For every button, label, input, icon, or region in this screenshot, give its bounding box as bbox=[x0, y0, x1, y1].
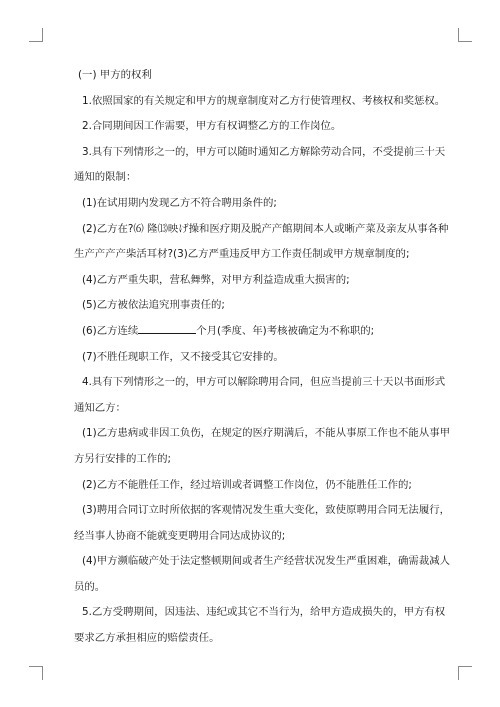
clause-4-item-1-continued: 方另行安排的工作的; bbox=[74, 452, 172, 465]
clause-4-item-3-continued: 经当事人协商不能就变更聘用合同达成协议的; bbox=[74, 529, 286, 542]
crop-mark-top-right bbox=[458, 28, 472, 42]
clause-3-item-7: (7)不胜任现职工作，又不接受其它安排的。 bbox=[82, 350, 284, 363]
document-body bbox=[74, 63, 450, 652]
crop-mark-bottom-left bbox=[29, 666, 43, 680]
clause-3-item-6 bbox=[78, 319, 424, 345]
clause-3-item-4: (4)乙方严重失职，营私舞弊，对甲方利益造成重大损害的; bbox=[82, 273, 350, 286]
clause-3-continued: 通知的限制： bbox=[74, 171, 137, 184]
clause-4-item-3: (3)聘用合同订立时所依据的客观情况发生重大变化，致使原聘用合同无法履行， bbox=[82, 504, 450, 517]
clause-1: 1.依照国家的有关规定和甲方的规章制度对乙方行使管理权、考核权和奖惩权。 bbox=[82, 94, 446, 107]
clause-4-item-2: (2)乙方不能胜任工作，经过培训或者调整工作岗位，仍不能胜任工作的; bbox=[82, 478, 412, 491]
clause-4: 4.具有下列情形之一的，甲方可以解除聘用合同，但应当提前三十天以书面形式 bbox=[82, 376, 446, 389]
clause-4-continued: 通知乙方： bbox=[74, 401, 126, 414]
clause-2: 2.合同期间因工作需要，甲方有权调整乙方的工作岗位。 bbox=[82, 120, 342, 133]
clause-3: 3.具有下列情形之一的，甲方可以随时通知乙方解除劳动合同，不受提前三十天 bbox=[82, 145, 446, 158]
clause-3-item-5: (5)乙方被依法追究刑事责任的; bbox=[82, 299, 225, 312]
item-6-text-after: 个月(季度、年)考核被确定为不称职的; bbox=[196, 324, 375, 337]
item-6-text-before: (6)乙方连续 bbox=[82, 324, 139, 337]
clause-5: 5.乙方受聘期间，因违法、违纪或其它不当行为，给甲方造成损失的，甲方有权 bbox=[82, 606, 446, 619]
clause-3-item-1: (1)在试用期内发现乙方不符合聘用条件的; bbox=[82, 196, 277, 209]
crop-mark-top-left bbox=[29, 28, 43, 42]
clause-3-item-2-continued: 生产产产产柴活耳材?(3)乙方严重违反甲方工作责任制或甲方规章制度的; bbox=[74, 248, 410, 261]
clause-4-item-4: (4)甲方濒临破产处于法定整顿期间或者生产经营状况发生严重困难，确需裁减人 bbox=[82, 555, 450, 568]
clause-5-continued: 要求乙方承担相应的赔偿责任。 bbox=[74, 632, 220, 645]
crop-mark-bottom-right bbox=[458, 666, 472, 680]
fill-in-blank[interactable] bbox=[138, 323, 196, 334]
clause-4-item-1: (1)乙方患病或非因工负伤，在规定的医疗期满后，不能从事原工作也不能从事甲 bbox=[82, 427, 450, 440]
section-heading: (一) 甲方的权利 bbox=[78, 69, 152, 81]
clause-4-item-4-continued: 员的。 bbox=[74, 580, 106, 593]
clause-3-item-2: (2)乙方在?⑹ 隆⒀映げ操和医疗期及脱产产館期间本人或晰产菜及亲友从事各种 bbox=[82, 222, 449, 235]
